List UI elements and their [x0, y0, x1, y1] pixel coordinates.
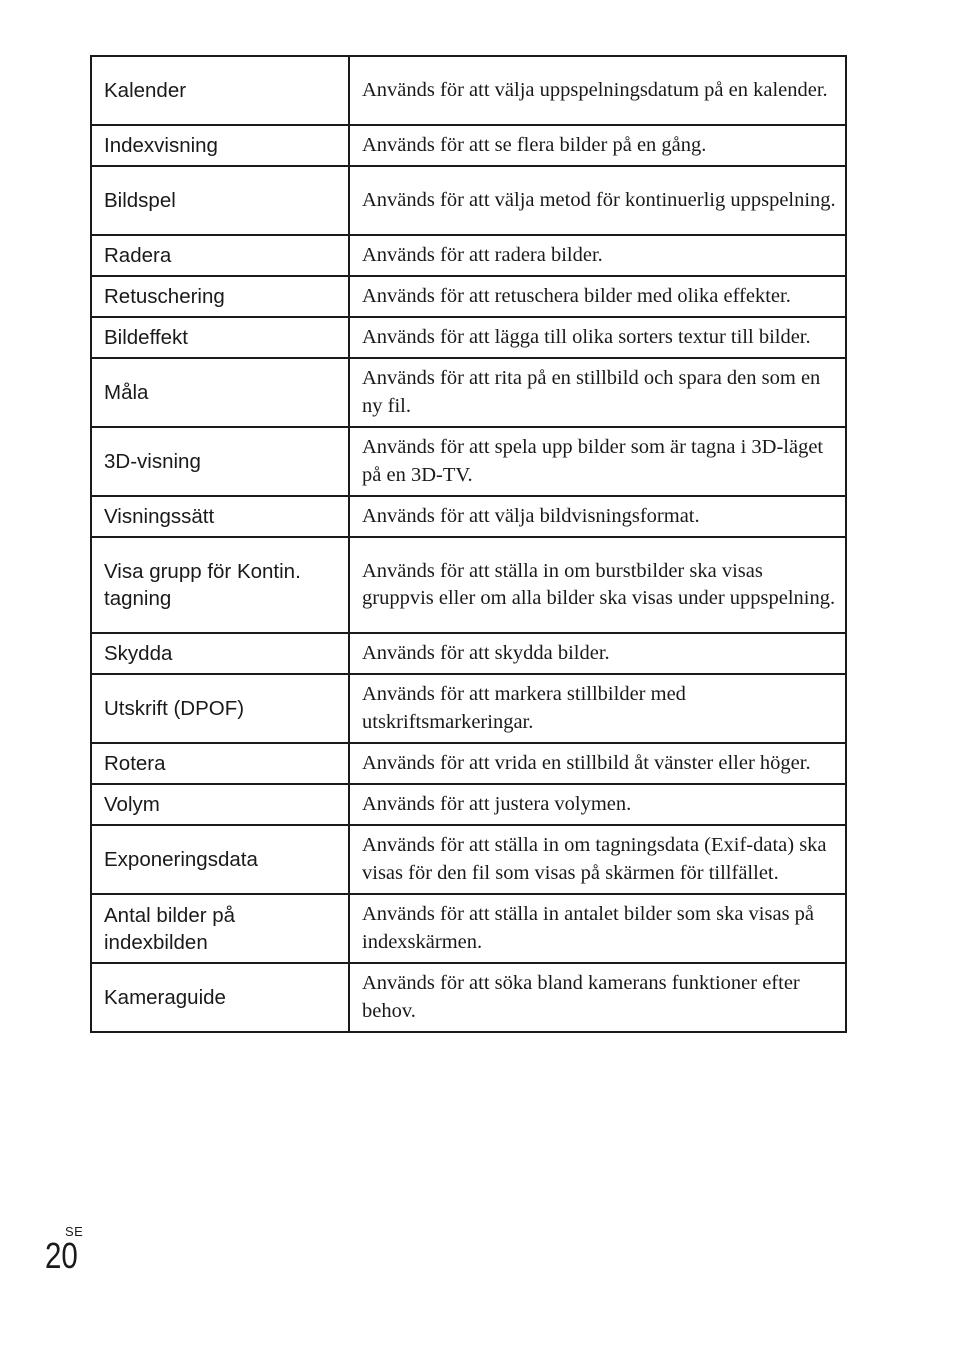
function-name: 3D-visning — [91, 427, 349, 496]
table-row — [91, 963, 846, 1032]
function-table — [90, 55, 847, 1033]
function-description: Används för att justera volymen. — [349, 784, 846, 825]
function-name: Utskrift (DPOF) — [91, 674, 349, 743]
function-description: Används för att välja uppspelningsdatum på en kalender. — [349, 56, 846, 125]
function-description: Används för att ställa in om tagningsdata (Exif-data) ska visas för den fil som visas på skärmen för tillfället. — [349, 825, 846, 894]
function-description: Används för att ställa in om burstbilder ska visas gruppvis eller om alla bilder ska visas under uppspelning. — [349, 537, 846, 633]
table-row — [91, 743, 846, 784]
function-description: Används för att rita på en stillbild och spara den som en ny fil. — [349, 358, 846, 427]
table-row — [91, 784, 846, 825]
function-description: Används för att skydda bilder. — [349, 633, 846, 674]
table-row — [91, 427, 846, 496]
function-description: Används för att välja metod för kontinuerlig uppspelning. — [349, 166, 846, 235]
function-description: Används för att radera bilder. — [349, 235, 846, 276]
page-number: 20 — [45, 1235, 78, 1276]
function-description: Används för att ställa in antalet bilder som ska visas på indexskärmen. — [349, 894, 846, 963]
table-row — [91, 125, 846, 166]
table-row — [91, 674, 846, 743]
table-row — [91, 496, 846, 537]
table-row — [91, 166, 846, 235]
function-description: Används för att välja bildvisningsformat. — [349, 496, 846, 537]
function-name: Volym — [91, 784, 349, 825]
function-name: Kameraguide — [91, 963, 349, 1032]
function-name: Bildspel — [91, 166, 349, 235]
table-row — [91, 235, 846, 276]
function-name: Retuschering — [91, 276, 349, 317]
function-name: Indexvisning — [91, 125, 349, 166]
function-name: Skydda — [91, 633, 349, 674]
table-row — [91, 276, 846, 317]
function-description: Används för att se flera bilder på en gång. — [349, 125, 846, 166]
function-name: Bildeffekt — [91, 317, 349, 358]
function-name: Antal bilder på indexbilden — [91, 894, 349, 963]
function-description: Används för att retuschera bilder med olika effekter. — [349, 276, 846, 317]
function-description: Används för att söka bland kamerans funktioner efter behov. — [349, 963, 846, 1032]
table-row — [91, 894, 846, 963]
table-row — [91, 633, 846, 674]
function-name: Radera — [91, 235, 349, 276]
function-name: Kalender — [91, 56, 349, 125]
table-row — [91, 56, 846, 125]
table-row — [91, 825, 846, 894]
table-row — [91, 317, 846, 358]
table-row — [91, 537, 846, 633]
function-name: Exponeringsdata — [91, 825, 349, 894]
function-name: Visa grupp för Kontin. tagning — [91, 537, 349, 633]
function-name: Rotera — [91, 743, 349, 784]
function-description: Används för att markera stillbilder med utskriftsmarkeringar. — [349, 674, 846, 743]
page-language-code: SE — [65, 1224, 84, 1239]
function-name: Visningssätt — [91, 496, 349, 537]
table-row — [91, 358, 846, 427]
function-description: Används för att lägga till olika sorters textur till bilder. — [349, 317, 846, 358]
function-description: Används för att spela upp bilder som är tagna i 3D-läget på en 3D-TV. — [349, 427, 846, 496]
function-description: Används för att vrida en stillbild åt vänster eller höger. — [349, 743, 846, 784]
function-name: Måla — [91, 358, 349, 427]
